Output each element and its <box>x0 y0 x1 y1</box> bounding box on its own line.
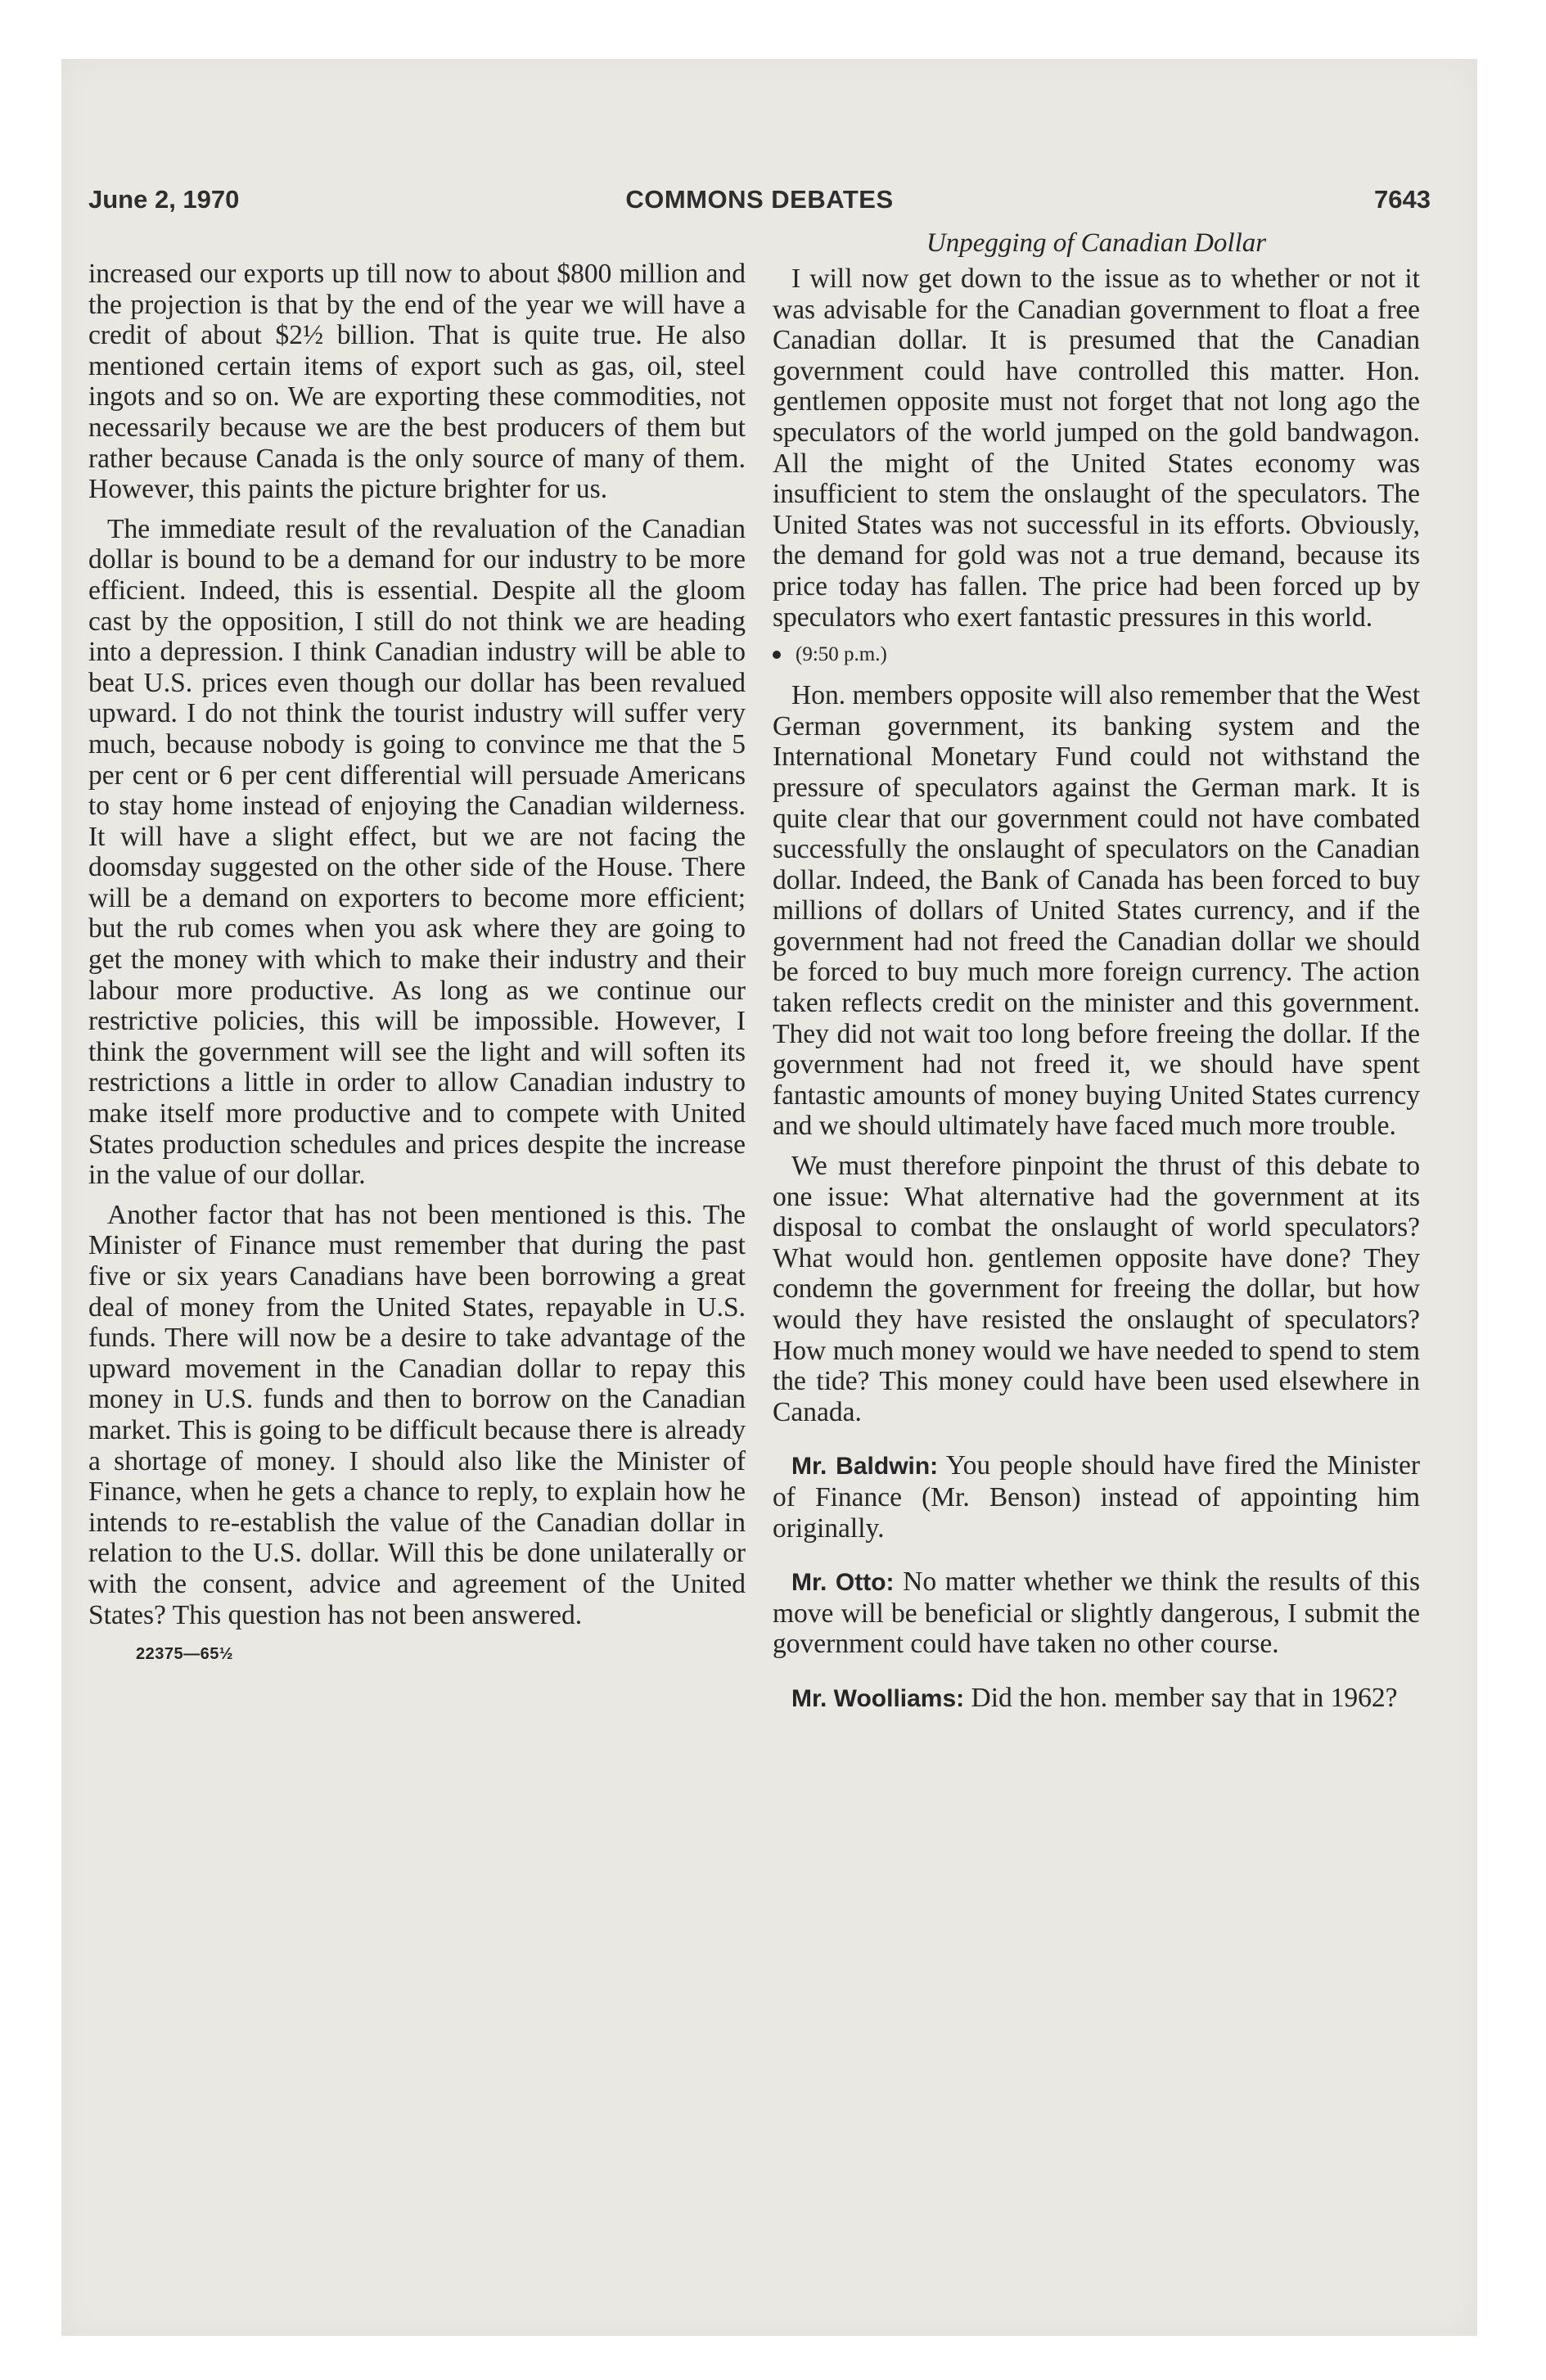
right-column <box>773 228 1420 1724</box>
section-subheading: Unpegging of Canadian Dollar <box>926 228 1267 258</box>
paragraph: The immediate result of the revaluation of the Canadian dollar is bound to be a demand for our industry to be more efficient. Indeed, this is essential. Despite all the gloom cast by the opposition, I still do not think we are heading into a depression. I think Canadian industry will be able to beat U.S. prices even though our dollar has been revalued upward. I do not think the tourist industry will suffer very much, because nobody is going to convince me that the 5 per cent or 6 per cent differential will persuade Americans to stay home instead of enjoying the Canadian wilderness. It will have a slight effect, but we are not facing the doomsday suggested on the other side of the House. There will be a demand on exporters to become more efficient; but the rub comes when you ask where they are going to get the money with which to make their industry and their labour more productive. As long as we continue our restrictive policies, this will be impossible. However, I think the government will see the light and will soften its restrictions a little in order to allow Canadian industry to make itself more productive and to compete with United States production schedules and prices despite the increase in the value of our dollar. <box>88 513 746 1191</box>
speech-text: Did the hon. member say that in 1962? <box>971 1682 1398 1713</box>
left-column <box>88 259 746 1670</box>
paragraph: Hon. members opposite will also remember that the West German government, its banking system and the International Monetary Fund could not withstand the pressure of speculators against the German mark. It is quite clear that our government could not have combated successfully the onslaught of speculators on the Canadian dollar. Indeed, the Bank of Canada has been forced to buy millions of dollars of United States currency, and if the government had not freed the Canadian dollar we should be forced to buy much more foreign currency. The action taken reflects credit on the minister and this government. They did not wait too long before freeing the dollar. If the government had not freed it, we should have spent fantastic amounts of money buying United States currency and we should ultimately have faced much more trouble. <box>773 680 1420 1142</box>
speech-otto <box>773 1566 1420 1660</box>
header-title: COMMONS DEBATES <box>625 185 894 214</box>
page-header <box>88 185 1431 226</box>
paragraph: I will now get down to the issue as to whether or not it was advisable for the Canadian government to float a free Canadian dollar. It is presumed that the Canadian government could have controlled this matter. Hon. gentlemen opposite must not forget that not long ago the speculators of the world jumped on the gold bandwagon. All the might of the United States economy was insufficient to stem the onslaught of the speculators. The United States was not successful in its efforts. Obviously, the demand for gold was not a true demand, because its price today has fallen. The price had been forced up by speculators who exert fantastic pressures in this world. <box>773 264 1420 633</box>
speaker-name: Mr. Woolliams: <box>791 1684 965 1712</box>
page-signature: 22375—65½ <box>136 1645 234 1664</box>
bullet-icon <box>773 651 781 659</box>
header-date: June 2, 1970 <box>88 185 240 214</box>
page-number: 7643 <box>1374 185 1431 214</box>
speech-text: No matter whether we think the results of this move will be beneficial or slightly dangerous, I submit the government could have taken no other course. <box>773 1566 1421 1660</box>
speaker-name: Mr. Baldwin: <box>791 1453 939 1481</box>
speech-text: You people should have fired the Minister of Finance (Mr. Benson) instead of appointing him originally. <box>773 1450 1420 1544</box>
speaker-name: Mr. Otto: <box>791 1569 895 1597</box>
paragraph: Another factor that has not been mentioned is this. The Minister of Finance must remember that during the past five or six years Canadians have been borrowing a great deal of money from the United States, repayable in U.S. funds. There will now be a desire to take advantage of the upward movement in the Canadian dollar to repay this money in U.S. funds and then to borrow on the Canadian market. This is going to be difficult because there is already a shortage of money. I should also like the Minister of Finance, when he gets a chance to reply, to explain how he intends to re-establish the value of the Canadian dollar in relation to the U.S. dollar. Will this be done unilaterally or with the consent, advice and agreement of the United States? This question has not been answered. <box>88 1199 746 1630</box>
time-marker <box>773 642 1420 667</box>
speech-woolliams <box>773 1683 1420 1715</box>
paragraph: We must therefore pinpoint the thrust of this debate to one issue: What alternative had the government at its disposal to combat the onslaught of world speculators? What would hon. gentlemen opposite have done? They condemn the government for freeing the dollar, but how would they have resisted the onslaught of speculators? How much money would we have needed to spend to stem the tide? This money could have been used elsewhere in Canada. <box>773 1151 1420 1427</box>
paragraph: increased our exports up till now to about $800 million and the projection is that by the end of the year we will have a credit of about $2½ billion. That is quite true. He also mentioned certain items of export such as gas, oil, steel ingots and so on. We are exporting these commodities, not necessarily because we are the best producers of them but rather because Canada is the only source of many of them. However, this paints the picture brighter for us. <box>88 259 746 505</box>
speech-baldwin <box>773 1450 1420 1544</box>
timestamp-text: (9:50 p.m.) <box>796 643 887 666</box>
